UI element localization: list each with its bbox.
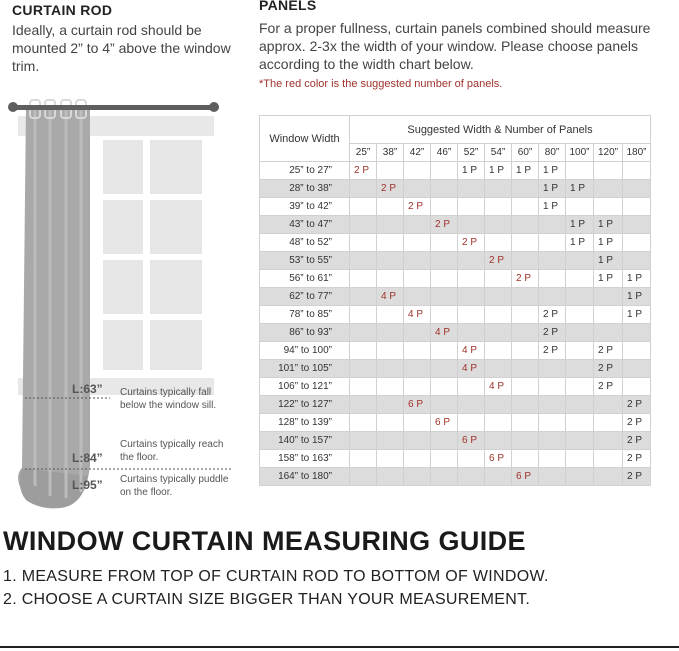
panel-count-cell <box>566 342 594 360</box>
panel-count-cell <box>566 162 594 180</box>
panel-count-cell <box>512 198 539 216</box>
suggested-panel-count: 6 P <box>512 468 539 486</box>
panel-count-cell <box>431 288 458 306</box>
panel-count-cell: 1 P <box>594 234 623 252</box>
l63-label: L:63” <box>72 382 103 396</box>
panel-count-cell <box>485 306 512 324</box>
panel-count-cell <box>623 180 651 198</box>
panel-count-cell <box>566 324 594 342</box>
panel-count-cell <box>539 432 566 450</box>
panel-count-cell <box>512 360 539 378</box>
l95-label: L:95” <box>72 478 103 492</box>
window-width-range: 101” to 105” <box>260 360 350 378</box>
panel-count-cell <box>350 360 377 378</box>
panel-count-cell <box>458 324 485 342</box>
panel-count-cell <box>377 306 404 324</box>
panel-count-cell <box>512 252 539 270</box>
panel-count-cell <box>512 414 539 432</box>
panel-count-cell <box>485 288 512 306</box>
panel-count-cell <box>350 378 377 396</box>
window-width-range: 43” to 47” <box>260 216 350 234</box>
panel-count-cell <box>350 234 377 252</box>
panel-count-cell <box>404 360 431 378</box>
panel-count-cell <box>458 216 485 234</box>
panel-count-cell <box>431 270 458 288</box>
bottom-divider <box>0 646 679 648</box>
panel-count-cell <box>350 324 377 342</box>
panel-count-cell <box>377 414 404 432</box>
panel-count-cell: 2 P <box>539 342 566 360</box>
panel-size-header: 60” <box>512 144 539 162</box>
panel-count-cell <box>404 216 431 234</box>
panel-count-cell: 1 P <box>623 306 651 324</box>
panel-count-cell <box>594 468 623 486</box>
suggested-panel-count: 6 P <box>458 432 485 450</box>
panel-count-cell: 1 P <box>539 180 566 198</box>
panel-count-cell: 2 P <box>623 468 651 486</box>
panel-count-cell: 2 P <box>594 342 623 360</box>
panel-count-cell <box>377 342 404 360</box>
table-row <box>260 378 651 396</box>
panel-count-cell <box>566 432 594 450</box>
window-width-range: 106” to 121” <box>260 378 350 396</box>
panel-count-cell <box>431 180 458 198</box>
panel-count-cell <box>377 378 404 396</box>
panel-count-cell <box>539 378 566 396</box>
panel-count-cell <box>566 396 594 414</box>
panel-count-cell <box>458 252 485 270</box>
panel-count-cell <box>566 306 594 324</box>
panel-count-cell <box>350 198 377 216</box>
panel-count-cell <box>404 180 431 198</box>
suggested-width-header: Suggested Width & Number of Panels <box>350 116 651 144</box>
panel-count-cell <box>431 252 458 270</box>
panels-text: For a proper fullness, curtain panels combined should measure approx. 2-3x the width of your window. Please choose panels according to the width chart below. <box>259 20 651 72</box>
panel-count-cell <box>404 324 431 342</box>
panel-count-cell <box>458 378 485 396</box>
panel-count-cell <box>512 378 539 396</box>
table-row <box>260 432 651 450</box>
panel-count-cell <box>512 432 539 450</box>
suggested-panel-count: 6 P <box>404 396 431 414</box>
suggested-panel-count: 4 P <box>404 306 431 324</box>
panel-count-cell <box>350 396 377 414</box>
panel-count-cell <box>594 162 623 180</box>
table-row <box>260 360 651 378</box>
panel-count-cell <box>458 396 485 414</box>
panel-count-cell <box>377 468 404 486</box>
panel-count-cell <box>377 432 404 450</box>
panel-count-cell <box>350 414 377 432</box>
window-width-range: 164” to 180” <box>260 468 350 486</box>
panel-count-cell <box>404 234 431 252</box>
suggested-panel-count: 2 P <box>431 216 458 234</box>
suggested-panel-count: 4 P <box>377 288 404 306</box>
guide-step-1: 1. MEASURE FROM TOP OF CURTAIN ROD TO BOTTOM OF WINDOW. <box>3 568 549 585</box>
panel-count-cell: 1 P <box>539 198 566 216</box>
guide-title: WINDOW CURTAIN MEASURING GUIDE <box>3 526 526 556</box>
l95-note: Curtains typically puddle on the floor. <box>120 474 229 498</box>
suggested-panel-count: 6 P <box>485 450 512 468</box>
panel-count-cell <box>594 306 623 324</box>
panel-count-cell <box>594 180 623 198</box>
panel-count-cell <box>539 234 566 252</box>
panel-count-cell <box>458 198 485 216</box>
suggested-panel-count: 2 P <box>377 180 404 198</box>
panel-count-cell <box>623 378 651 396</box>
panel-count-cell <box>485 396 512 414</box>
suggested-panel-count: 4 P <box>485 378 512 396</box>
panel-count-cell <box>404 414 431 432</box>
panel-size-header: 100” <box>566 144 594 162</box>
width-chart-body <box>260 162 651 486</box>
table-row <box>260 252 651 270</box>
window-width-range: 28” to 38” <box>260 180 350 198</box>
suggested-panel-count: 4 P <box>431 324 458 342</box>
panel-count-cell <box>594 198 623 216</box>
panel-count-cell <box>539 468 566 486</box>
panel-count-cell <box>566 270 594 288</box>
panel-count-cell <box>539 252 566 270</box>
panel-count-cell <box>512 324 539 342</box>
panel-count-cell <box>377 324 404 342</box>
panel-count-cell <box>350 288 377 306</box>
panel-count-cell <box>377 234 404 252</box>
curtain-rod-text: Ideally, a curtain rod should be mounted 2” to 4” above the window trim. <box>12 22 231 74</box>
panel-count-cell <box>377 252 404 270</box>
panel-count-cell <box>377 450 404 468</box>
panel-count-cell: 1 P <box>566 216 594 234</box>
panel-size-header: 42” <box>404 144 431 162</box>
panel-count-cell <box>404 378 431 396</box>
panel-count-cell: 2 P <box>594 360 623 378</box>
panel-count-cell <box>350 252 377 270</box>
panel-count-cell <box>350 468 377 486</box>
panel-size-header: 52” <box>458 144 485 162</box>
panel-count-cell <box>377 198 404 216</box>
panel-count-cell: 2 P <box>539 306 566 324</box>
panel-count-cell <box>512 234 539 252</box>
panel-count-cell <box>431 432 458 450</box>
panel-count-cell <box>485 234 512 252</box>
panel-count-cell <box>594 396 623 414</box>
window-width-range: 122” to 127” <box>260 396 350 414</box>
table-row <box>260 306 651 324</box>
panel-count-cell <box>623 216 651 234</box>
window-width-range: 86” to 93” <box>260 324 350 342</box>
suggested-panel-count: 2 P <box>512 270 539 288</box>
panel-count-cell <box>458 306 485 324</box>
l84-note: Curtains typically reach the floor. <box>120 439 224 463</box>
panel-count-cell <box>485 270 512 288</box>
panel-count-cell <box>485 414 512 432</box>
panel-count-cell <box>431 396 458 414</box>
panel-count-cell <box>458 414 485 432</box>
panel-count-cell <box>485 216 512 234</box>
panel-count-cell: 1 P <box>623 270 651 288</box>
red-color-note: *The red color is the suggested number of panels. <box>259 78 503 90</box>
panel-count-cell <box>404 288 431 306</box>
panels-heading: PANELS <box>259 0 317 13</box>
panel-count-cell <box>566 198 594 216</box>
suggested-panel-count: 4 P <box>458 342 485 360</box>
window-width-range: 94” to 100” <box>260 342 350 360</box>
window-width-range: 53” to 55” <box>260 252 350 270</box>
panel-count-cell: 2 P <box>623 396 651 414</box>
panel-count-cell <box>485 180 512 198</box>
curtain-rod-heading: CURTAIN ROD <box>12 2 113 18</box>
suggested-panel-count: 4 P <box>458 360 485 378</box>
panel-count-cell <box>350 432 377 450</box>
panel-count-cell <box>458 288 485 306</box>
panel-count-cell <box>350 180 377 198</box>
panel-count-cell <box>431 450 458 468</box>
window-width-range: 128” to 139” <box>260 414 350 432</box>
panel-count-cell <box>350 450 377 468</box>
panel-size-header: 38” <box>377 144 404 162</box>
panel-count-cell <box>350 306 377 324</box>
panel-count-cell <box>594 414 623 432</box>
table-row <box>260 288 651 306</box>
panel-count-cell: 2 P <box>623 432 651 450</box>
panel-count-cell: 1 P <box>594 270 623 288</box>
panel-count-cell <box>539 360 566 378</box>
panel-count-cell <box>623 324 651 342</box>
panel-count-cell <box>566 414 594 432</box>
table-row <box>260 198 651 216</box>
panel-count-cell <box>512 180 539 198</box>
suggested-panel-count: 2 P <box>404 198 431 216</box>
table-row <box>260 162 651 180</box>
panel-count-cell <box>485 468 512 486</box>
panel-count-cell <box>539 396 566 414</box>
l84-label: L:84” <box>72 451 103 465</box>
panel-count-cell <box>485 324 512 342</box>
suggested-panel-count: 2 P <box>350 162 377 180</box>
panel-count-cell <box>404 468 431 486</box>
panel-count-cell <box>566 288 594 306</box>
panel-count-cell <box>566 378 594 396</box>
panel-count-cell <box>458 180 485 198</box>
panel-size-header: 46” <box>431 144 458 162</box>
panel-count-cell <box>377 216 404 234</box>
panel-count-cell <box>458 270 485 288</box>
panel-count-cell: 1 P <box>594 216 623 234</box>
panel-count-cell <box>431 468 458 486</box>
table-row <box>260 324 651 342</box>
panel-count-cell <box>404 432 431 450</box>
panel-count-cell <box>512 288 539 306</box>
table-row <box>260 234 651 252</box>
panel-count-cell <box>485 198 512 216</box>
panel-count-cell <box>566 468 594 486</box>
panel-count-cell <box>566 450 594 468</box>
panel-count-cell <box>594 450 623 468</box>
panel-count-cell <box>566 252 594 270</box>
panel-size-header: 120” <box>594 144 623 162</box>
panel-count-cell <box>458 468 485 486</box>
panel-count-cell <box>431 162 458 180</box>
panel-count-cell <box>485 432 512 450</box>
window-width-range: 78” to 85” <box>260 306 350 324</box>
panel-count-cell <box>594 324 623 342</box>
panel-size-header: 25” <box>350 144 377 162</box>
panel-count-cell: 1 P <box>458 162 485 180</box>
suggested-panel-count: 2 P <box>485 252 512 270</box>
panel-count-cell <box>377 270 404 288</box>
window-width-range: 39” to 42” <box>260 198 350 216</box>
table-row <box>260 414 651 432</box>
table-row <box>260 342 651 360</box>
panel-count-cell: 2 P <box>539 324 566 342</box>
panel-count-cell <box>431 342 458 360</box>
panel-count-cell <box>539 450 566 468</box>
panel-count-cell <box>404 270 431 288</box>
panel-count-cell: 2 P <box>594 378 623 396</box>
panel-count-cell <box>377 396 404 414</box>
panel-count-cell <box>594 432 623 450</box>
panel-count-cell: 1 P <box>566 180 594 198</box>
window-width-range: 48” to 52” <box>260 234 350 252</box>
panel-count-cell <box>404 342 431 360</box>
panel-count-cell <box>404 252 431 270</box>
panel-count-cell <box>350 270 377 288</box>
panel-count-cell <box>404 162 431 180</box>
panel-size-header: 180” <box>623 144 651 162</box>
panel-count-cell <box>623 162 651 180</box>
panel-count-cell <box>539 270 566 288</box>
window-panes <box>103 140 202 370</box>
panel-count-cell <box>539 414 566 432</box>
panel-count-cell <box>539 288 566 306</box>
panel-count-cell <box>431 234 458 252</box>
panel-count-cell <box>458 450 485 468</box>
panel-size-header: 80” <box>539 144 566 162</box>
panel-count-cell: 2 P <box>623 414 651 432</box>
panel-count-cell <box>512 216 539 234</box>
panel-count-cell: 1 P <box>485 162 512 180</box>
table-row <box>260 180 651 198</box>
table-row <box>260 468 651 486</box>
panel-count-cell <box>431 378 458 396</box>
panel-count-cell: 1 P <box>623 288 651 306</box>
panel-count-cell: 1 P <box>594 252 623 270</box>
curtain-illustration <box>0 96 250 516</box>
window-width-range: 140” to 157” <box>260 432 350 450</box>
panel-count-cell: 1 P <box>566 234 594 252</box>
panel-count-cell <box>350 216 377 234</box>
table-row <box>260 270 651 288</box>
panel-count-cell <box>512 396 539 414</box>
panel-count-cell <box>512 306 539 324</box>
panel-count-cell <box>431 306 458 324</box>
window-width-range: 56” to 61” <box>260 270 350 288</box>
width-chart-table <box>259 115 651 486</box>
table-row <box>260 396 651 414</box>
panel-count-cell: 1 P <box>512 162 539 180</box>
panel-count-cell <box>623 234 651 252</box>
panel-count-cell <box>623 252 651 270</box>
panel-count-cell <box>594 288 623 306</box>
window-width-range: 62” to 77” <box>260 288 350 306</box>
panel-count-cell <box>404 450 431 468</box>
suggested-panel-count: 2 P <box>458 234 485 252</box>
table-row <box>260 450 651 468</box>
panel-count-cell <box>512 450 539 468</box>
suggested-panel-count: 6 P <box>431 414 458 432</box>
panel-count-cell <box>485 342 512 360</box>
panel-count-cell <box>623 360 651 378</box>
panel-count-cell <box>431 360 458 378</box>
panel-count-cell <box>377 360 404 378</box>
panel-count-cell: 2 P <box>623 450 651 468</box>
panel-count-cell <box>539 216 566 234</box>
curtain-panel <box>18 100 90 508</box>
l63-note: Curtains typically fall below the window sill. <box>120 387 217 411</box>
panel-count-cell: 1 P <box>539 162 566 180</box>
panel-count-cell <box>377 162 404 180</box>
panel-count-cell <box>512 342 539 360</box>
window-width-header: Window Width <box>260 116 350 162</box>
window-width-range: 158” to 163” <box>260 450 350 468</box>
panel-size-header: 54” <box>485 144 512 162</box>
table-row <box>260 216 651 234</box>
window-width-range: 25” to 27” <box>260 162 350 180</box>
panel-count-cell <box>350 342 377 360</box>
panel-count-cell <box>566 360 594 378</box>
panel-count-cell <box>623 342 651 360</box>
panel-count-cell <box>485 360 512 378</box>
panel-count-cell <box>431 198 458 216</box>
panel-count-cell <box>623 198 651 216</box>
guide-step-2: 2. CHOOSE A CURTAIN SIZE BIGGER THAN YOUR MEASUREMENT. <box>3 591 531 608</box>
